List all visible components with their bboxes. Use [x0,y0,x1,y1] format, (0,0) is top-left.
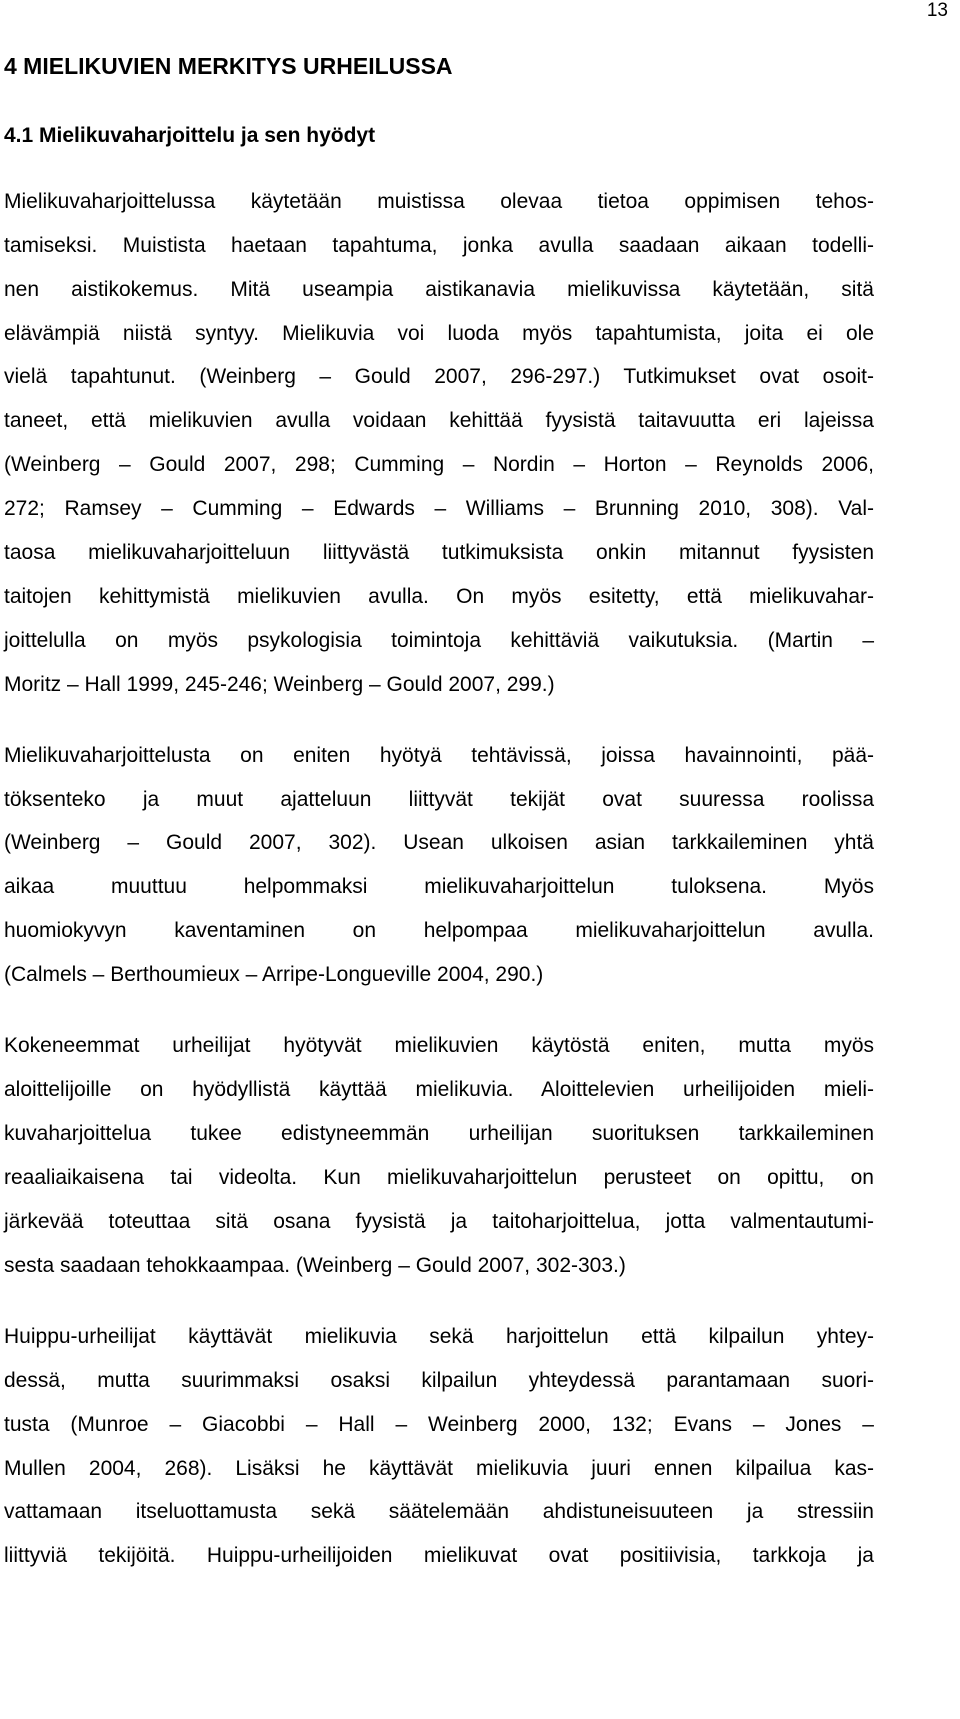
chapter-heading: 4 MIELIKUVIEN MERKITYS URHEILUSSA [4,53,453,79]
text-line: (Weinberg – Gould 2007, 302). Usean ulkoisen asian tarkkaileminen yhtä [4,831,874,854]
text-line: nen aistikokemus. Mitä useampia aistikanavia mielikuvissa käytetään, sitä [4,278,874,301]
text-line: vattamaan itseluottamusta sekä säätelemään ahdistuneisuuteen ja stressiin [4,1500,874,1523]
text-line: tusta (Munroe – Giacobbi – Hall – Weinberg 2000, 132; Evans – Jones – [4,1413,874,1436]
text-line: kuvaharjoittelua tukee edistyneemmän urheilijan suorituksen tarkkaileminen [4,1122,874,1145]
text-line: sesta saadaan tehokkaampaa. (Weinberg – Gould 2007, 302-303.) [4,1254,626,1277]
text-line: tamiseksi. Muistista haetaan tapahtuma, jonka avulla saadaan aikaan todelli- [4,234,874,257]
page-number: 13 [926,0,948,21]
text-line: vielä tapahtunut. (Weinberg – Gould 2007, 296-297.) Tutkimukset ovat osoit- [4,365,874,388]
text-line: taosa mielikuvaharjoitteluun liittyvästä tutkimuksista onkin mitannut fyysisten [4,541,874,564]
text-line: Mielikuvaharjoittelusta on eniten hyötyä tehtävissä, joissa havainnointi, pää- [4,744,874,767]
text-line: aloittelijoille on hyödyllistä käyttää mielikuvia. Aloittelevien urheilijoiden mieli- [4,1078,874,1101]
text-line: joittelulla on myös psykologisia toimintoja kehittäviä vaikutuksia. (Martin – [4,629,874,652]
text-line: huomiokyvyn kaventaminen on helpompaa mielikuvaharjoittelun avulla. [4,919,874,942]
text-line: taitojen kehittymistä mielikuvien avulla. On myös esitetty, että mielikuvahar- [4,585,874,608]
text-line: Kokeneemmat urheilijat hyötyvät mielikuvien käytöstä eniten, mutta myös [4,1034,874,1057]
text-line: liittyviä tekijöitä. Huippu-urheilijoiden mielikuvat ovat positiivisia, tarkkoja ja [4,1544,874,1567]
text-line: järkevää toteuttaa sitä osana fyysistä ja taitoharjoittelua, jotta valmentautumi- [4,1210,874,1233]
text-line: taneet, että mielikuvien avulla voidaan kehittää fyysistä taitavuutta eri lajeissa [4,409,874,432]
text-line: Moritz – Hall 1999, 245-246; Weinberg – Gould 2007, 299.) [4,673,555,696]
text-line: (Weinberg – Gould 2007, 298; Cumming – Nordin – Horton – Reynolds 2006, [4,453,874,476]
text-line: 272; Ramsey – Cumming – Edwards – Williams – Brunning 2010, 308). Val- [4,497,874,520]
text-line: töksenteko ja muut ajatteluun liittyvät tekijät ovat suuressa roolissa [4,788,874,811]
text-line: elävämpiä niistä syntyy. Mielikuvia voi luoda myös tapahtumista, joita ei ole [4,322,874,345]
text-line: aikaa muuttuu helpommaksi mielikuvaharjoittelun tuloksena. Myös [4,875,874,898]
text-line: Huippu-urheilijat käyttävät mielikuvia sekä harjoittelun että kilpailun yhtey- [4,1325,874,1348]
text-line: Mielikuvaharjoittelussa käytetään muistissa olevaa tietoa oppimisen tehos- [4,190,874,213]
text-line: dessä, mutta suurimmaksi osaksi kilpailun yhteydessä parantamaan suori- [4,1369,874,1392]
section-heading: 4.1 Mielikuvaharjoittelu ja sen hyödyt [4,124,376,147]
text-line: (Calmels – Berthoumieux – Arripe-Longueville 2004, 290.) [4,963,544,986]
text-line: reaaliaikaisena tai videolta. Kun mielikuvaharjoittelun perusteet on opittu, on [4,1166,874,1189]
text-line: Mullen 2004, 268). Lisäksi he käyttävät mielikuvia juuri ennen kilpailua kas- [4,1457,874,1480]
